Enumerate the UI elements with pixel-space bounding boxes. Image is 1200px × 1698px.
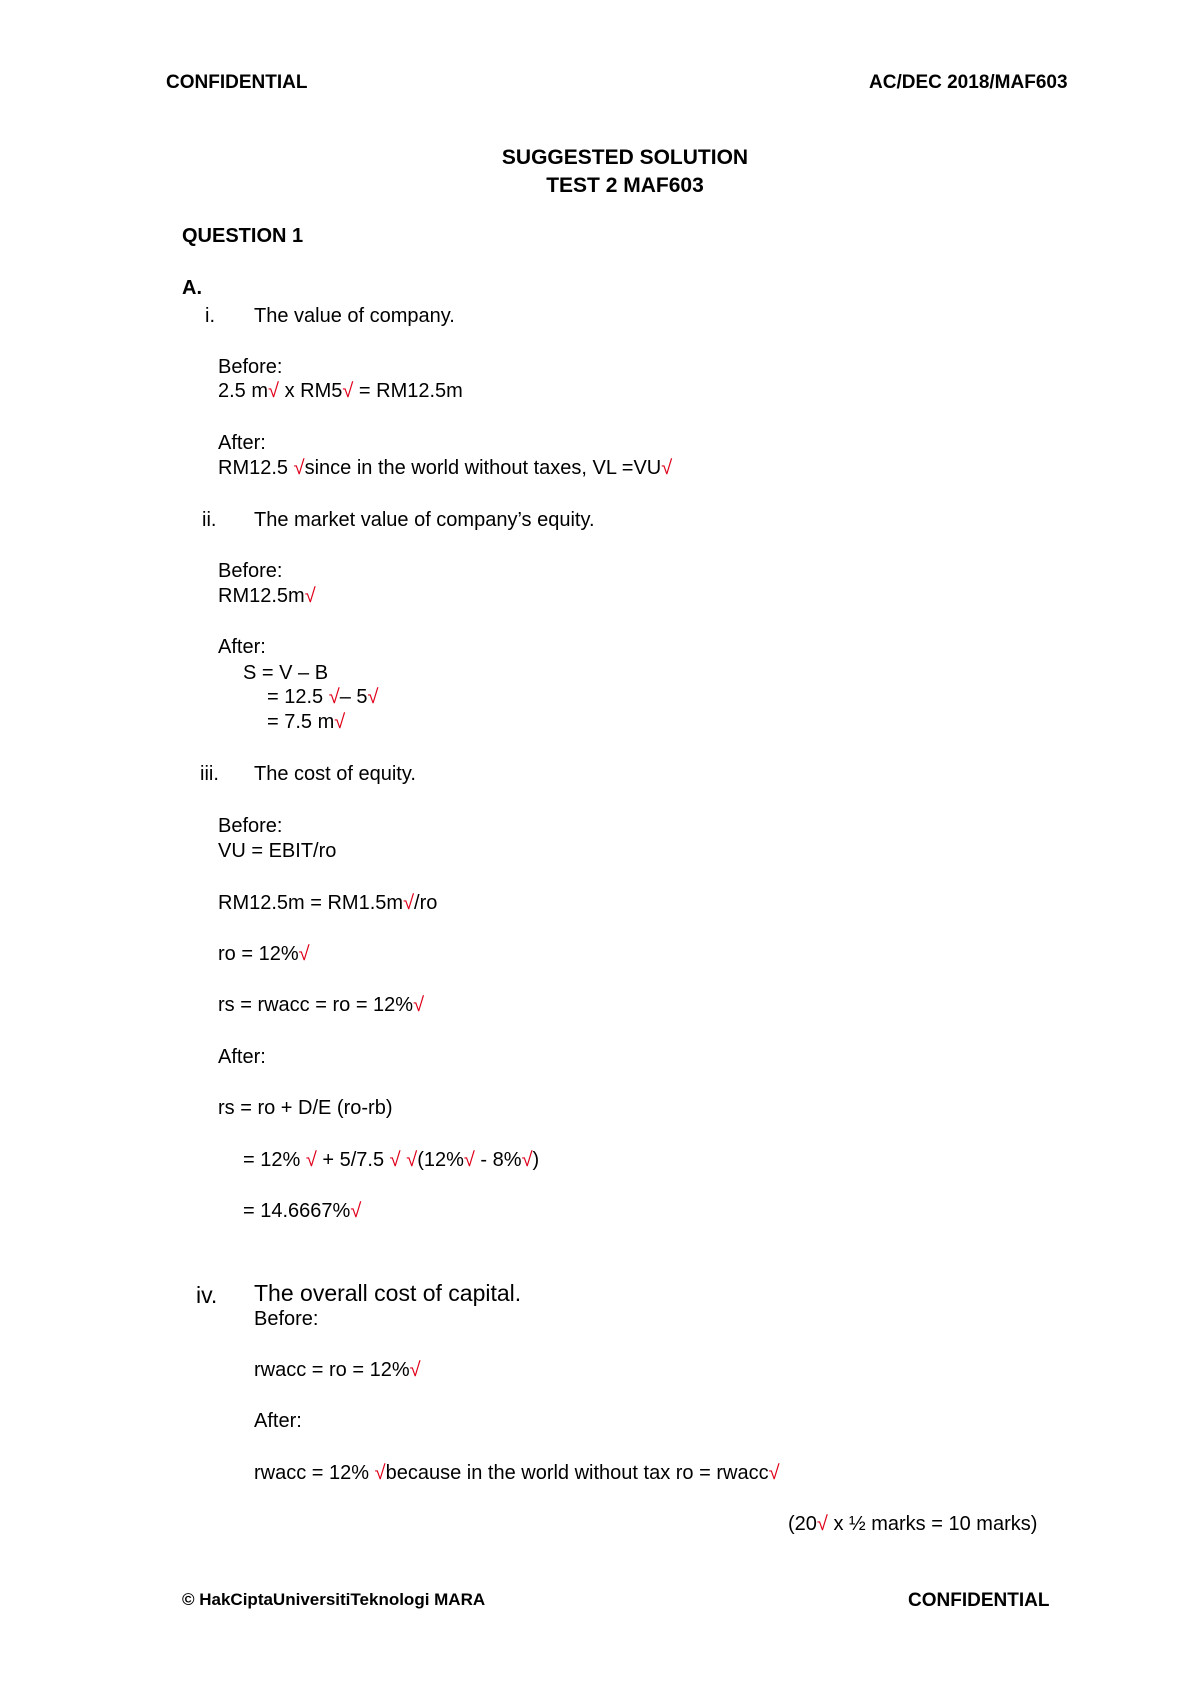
footer-copyright: © HakCiptaUniversitiTeknologi MARA bbox=[182, 1590, 486, 1609]
sec-iii-after-label: After: bbox=[218, 1046, 266, 1068]
sec-iii-title: The cost of equity. bbox=[254, 763, 416, 785]
sec-iv-before-label: Before: bbox=[254, 1308, 319, 1330]
header-confidential: CONFIDENTIAL bbox=[166, 72, 308, 93]
sec-iv-title: The overall cost of capital. bbox=[254, 1280, 522, 1306]
part-label: A. bbox=[182, 277, 202, 299]
question-heading: QUESTION 1 bbox=[182, 225, 304, 247]
sec-iv-line-2: rwacc = 12% √because in the world without tax ro = rwacc√ bbox=[254, 1462, 780, 1484]
sec-iv-after-label: After: bbox=[254, 1410, 302, 1432]
sec-iii-before-label: Before: bbox=[218, 815, 283, 837]
sec-i-before-line: 2.5 m√ x RM5√ = RM12.5m bbox=[218, 380, 463, 402]
sec-ii-number: ii. bbox=[202, 509, 217, 531]
sec-i-before-label: Before: bbox=[218, 356, 283, 378]
sec-iii-line-1: VU = EBIT/ro bbox=[218, 840, 337, 862]
sec-iii-line-4: rs = rwacc = ro = 12%√ bbox=[218, 994, 425, 1016]
sec-i-after-label: After: bbox=[218, 432, 266, 454]
footer-confidential: CONFIDENTIAL bbox=[908, 1590, 1050, 1611]
sec-iii-line-5: rs = ro + D/E (ro-rb) bbox=[218, 1097, 393, 1119]
sec-iii-line-7: = 14.6667%√ bbox=[243, 1200, 362, 1222]
sec-ii-before-label: Before: bbox=[218, 560, 283, 582]
sec-i-title: The value of company. bbox=[254, 305, 455, 327]
sec-ii-line-1: S = V – B bbox=[243, 662, 329, 684]
sec-i-number: i. bbox=[205, 305, 215, 327]
title-line-2: TEST 2 MAF603 bbox=[546, 174, 704, 197]
sec-ii-after-label: After: bbox=[218, 636, 266, 658]
title-line-1: SUGGESTED SOLUTION bbox=[501, 146, 749, 169]
sec-ii-before-line: RM12.5m√ bbox=[218, 585, 316, 607]
header-course-code: AC/DEC 2018/MAF603 bbox=[869, 72, 1068, 93]
sec-iv-line-1: rwacc = ro = 12%√ bbox=[254, 1359, 421, 1381]
sec-iii-line-3: ro = 12%√ bbox=[218, 943, 310, 965]
sec-ii-line-3: = 7.5 m√ bbox=[267, 711, 346, 733]
sec-ii-line-2: = 12.5 √– 5√ bbox=[267, 686, 379, 708]
sec-i-after-line: RM12.5 √since in the world without taxes, VL =VU√ bbox=[218, 457, 673, 479]
sec-iii-line-6: = 12% √ + 5/7.5 √ √(12%√ - 8%√) bbox=[243, 1149, 540, 1171]
sec-iv-number: iv. bbox=[196, 1282, 218, 1308]
sec-iii-number: iii. bbox=[200, 763, 219, 785]
marks-summary: (20√ x ½ marks = 10 marks) bbox=[788, 1513, 1038, 1535]
sec-iii-line-2: RM12.5m = RM1.5m√/ro bbox=[218, 892, 438, 914]
sec-ii-title: The market value of company’s equity. bbox=[254, 509, 595, 531]
